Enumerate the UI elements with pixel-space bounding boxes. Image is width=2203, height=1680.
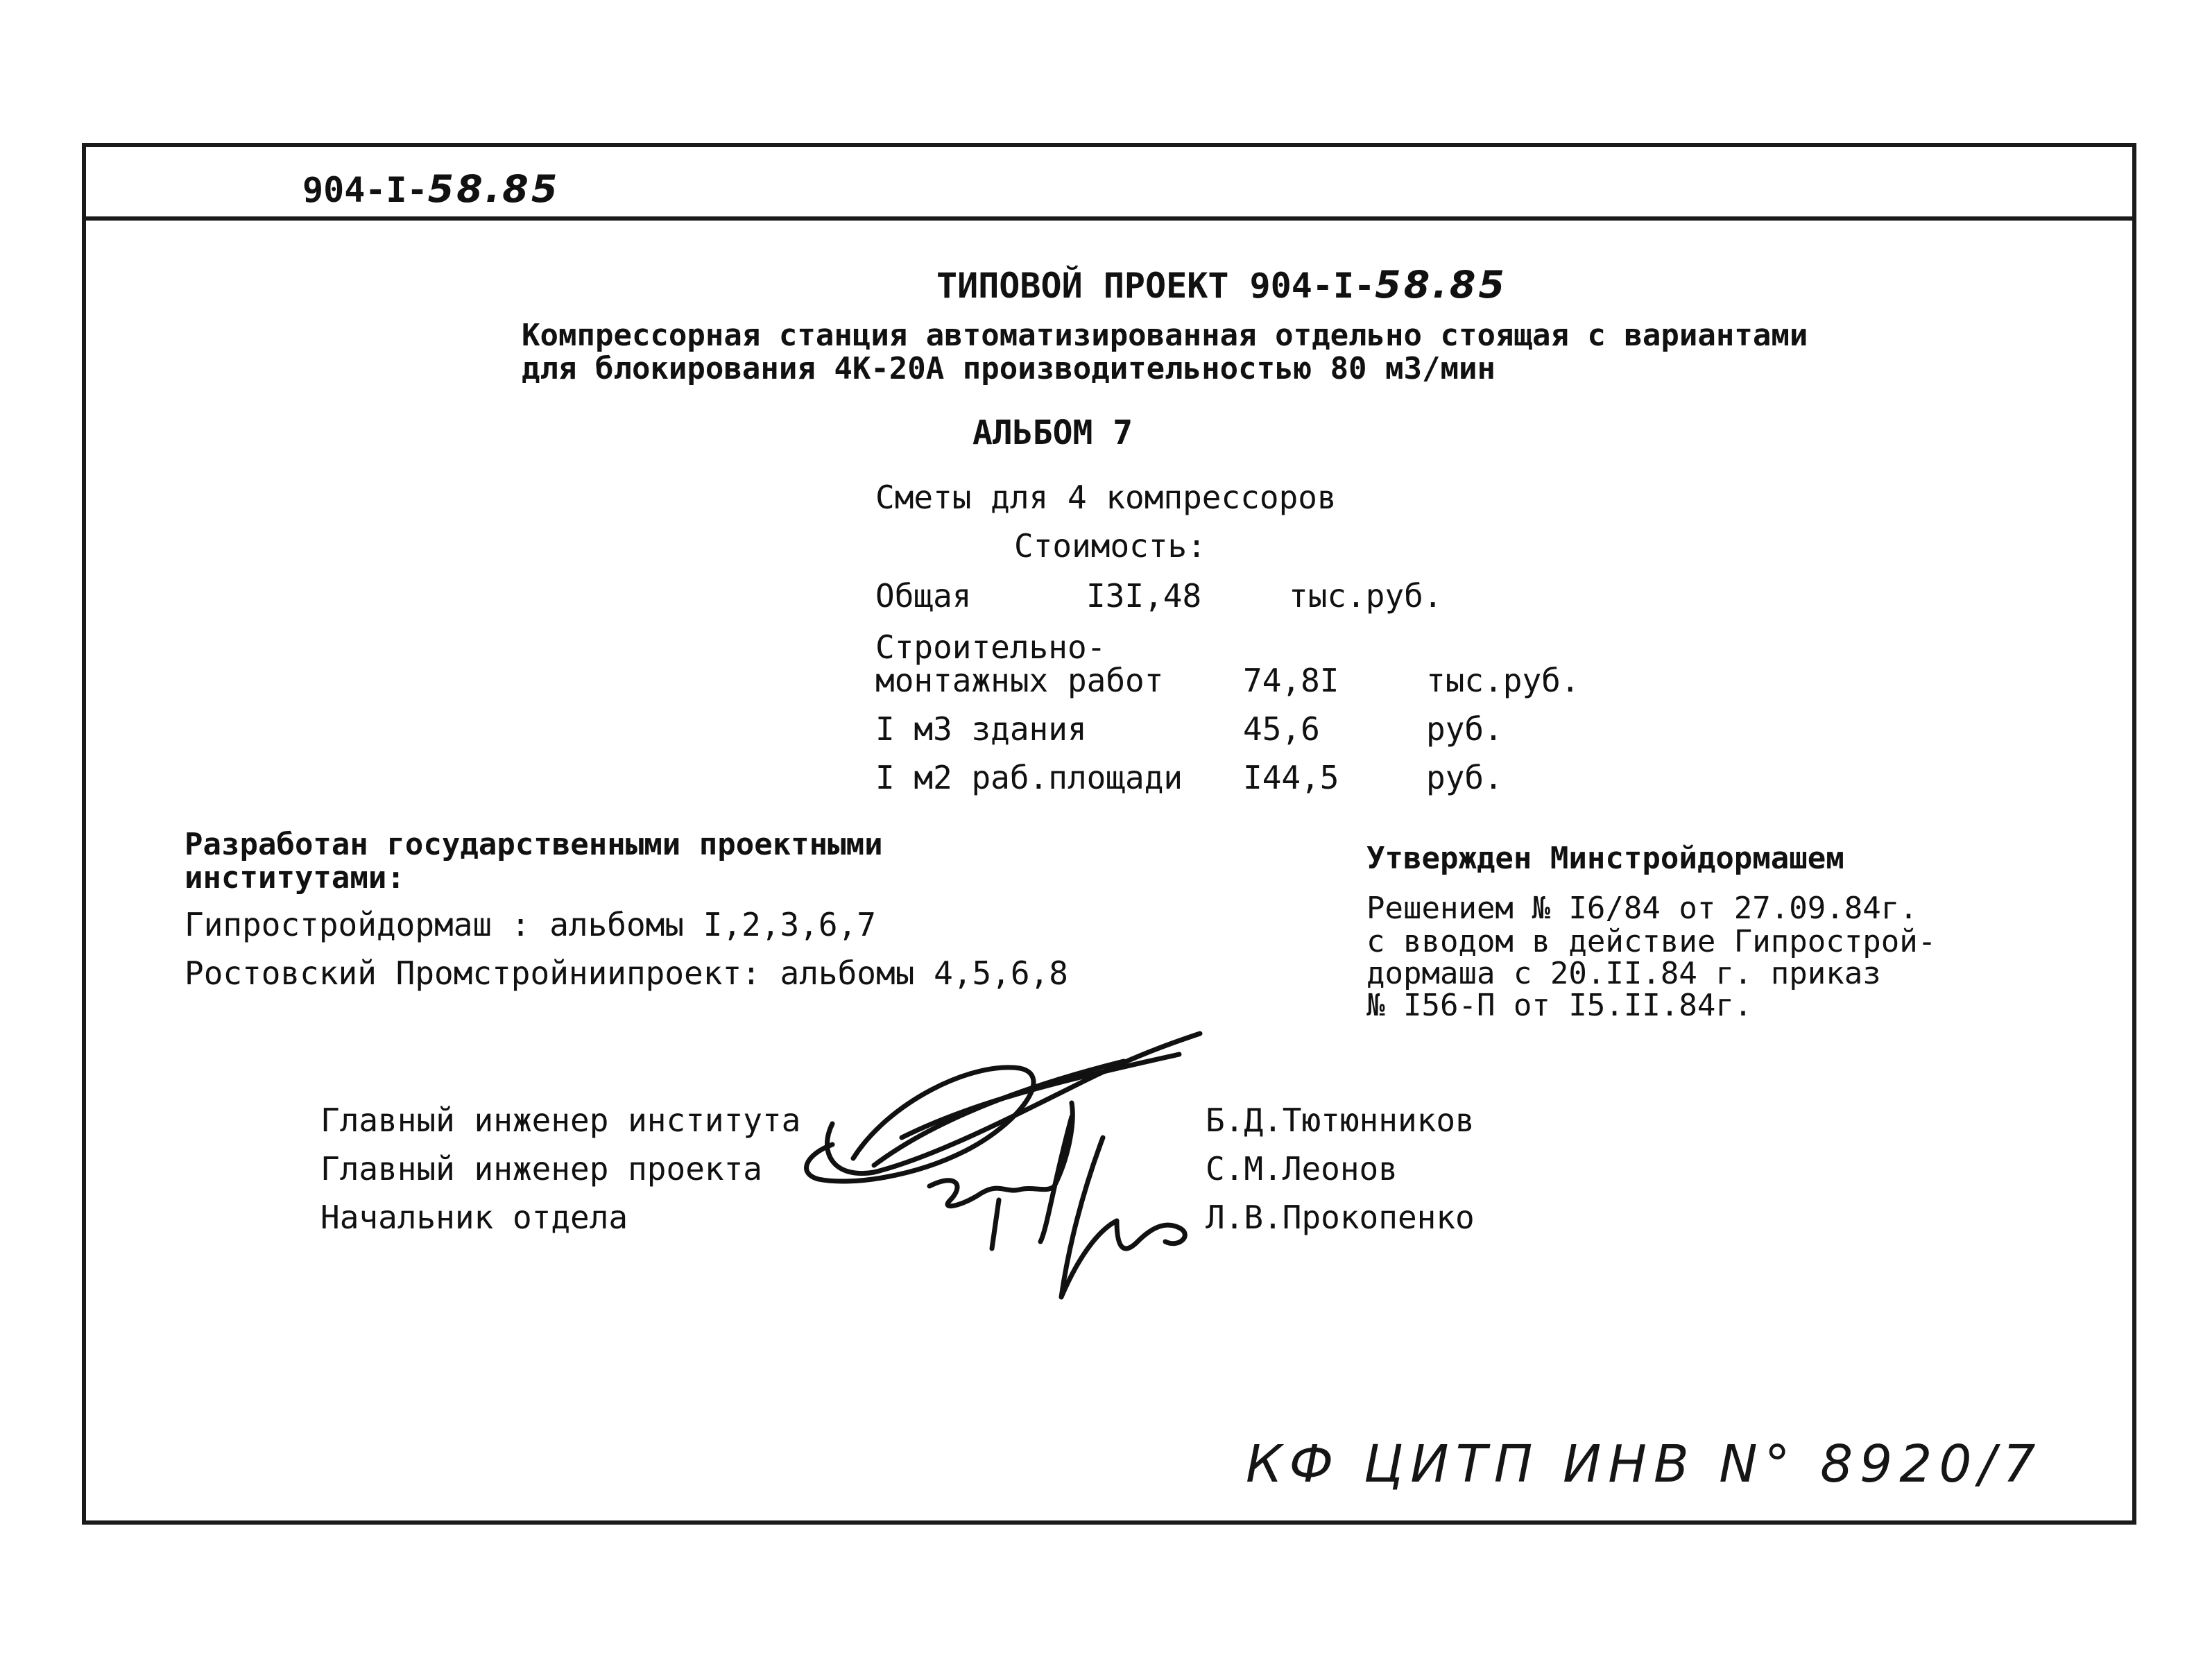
position-department-head: Начальник отдела (320, 1199, 628, 1236)
institute-2: Ростовский Промстройниипроект: альбомы 4,5,6,8 (185, 954, 1068, 992)
approved-by: Утвержден Минстройдормашем (1366, 841, 1844, 876)
album-number: АЛЬБОМ 7 (972, 413, 1133, 452)
position-chief-engineer-project: Главный инженер проекта (320, 1150, 762, 1188)
per-m3-building-label: I м3 здания (875, 710, 1087, 748)
developed-by-line1: Разработан государственными проектными (185, 827, 883, 862)
per-m3-building-value: 45,6 (1243, 710, 1320, 748)
name-chief-engineer-institute: Б.Д.Тютюнников (1206, 1102, 1475, 1139)
approval-effect-line2: дормаша с 20.II.84 г. приказ (1366, 956, 1881, 991)
per-m3-building-unit: руб. (1426, 710, 1503, 748)
total-cost-unit: тыс.руб. (1289, 577, 1443, 615)
construction-cost-label-line1: Строительно- (875, 628, 1106, 666)
name-chief-engineer-project: С.М.Леонов (1206, 1150, 1398, 1188)
inventory-number: КФ ЦИТП ИНВ N° 8920/7 (1246, 1434, 2043, 1494)
estimates-heading: Сметы для 4 компрессоров (875, 479, 1337, 516)
header-divider (82, 216, 2136, 221)
project-description-line2: для блокирования 4К-20А производительностью 80 м3/мин (522, 351, 1495, 386)
approval-order: № I56-П от I5.II.84г. (1366, 988, 1753, 1023)
construction-cost-unit: тыс.руб. (1426, 662, 1580, 699)
project-title-prefix: ТИПОВОЙ ПРОЕКТ 904-I- (936, 266, 1375, 306)
project-title-handwritten: 58.85 (1375, 263, 1507, 307)
project-description-line1: Компрессорная станция автоматизированная отдельно стоящая с вариантами (522, 318, 1808, 353)
institute-1: Гипростройдормаш : альбомы I,2,3,6,7 (185, 906, 876, 943)
document-code-handwritten: 58.85 (427, 167, 560, 211)
approval-effect-line1: с вводом в действие Гипрострой- (1366, 924, 1937, 959)
cost-label: Стоимость: (1014, 527, 1206, 565)
per-m2-area-label: I м2 раб.площади (875, 759, 1183, 796)
developed-by-line2: институтами: (185, 860, 405, 895)
position-chief-engineer-institute: Главный инженер института (320, 1102, 801, 1139)
total-cost-label: Общая (875, 577, 972, 615)
handwritten-signatures (791, 1020, 1221, 1318)
approval-decision: Решением № I6/84 от 27.09.84г. (1366, 891, 1918, 926)
document-code (302, 167, 560, 211)
construction-cost-label-line2: монтажных работ (875, 662, 1164, 699)
total-cost-value: I3I,48 (1086, 577, 1202, 615)
per-m2-area-value: I44,5 (1243, 759, 1339, 796)
project-title (936, 263, 1507, 307)
construction-cost-value: 74,8I (1243, 662, 1339, 699)
per-m2-area-unit: руб. (1426, 759, 1503, 796)
name-department-head: Л.В.Прокопенко (1206, 1199, 1475, 1236)
document-code-prefix: 904-I- (302, 170, 428, 210)
